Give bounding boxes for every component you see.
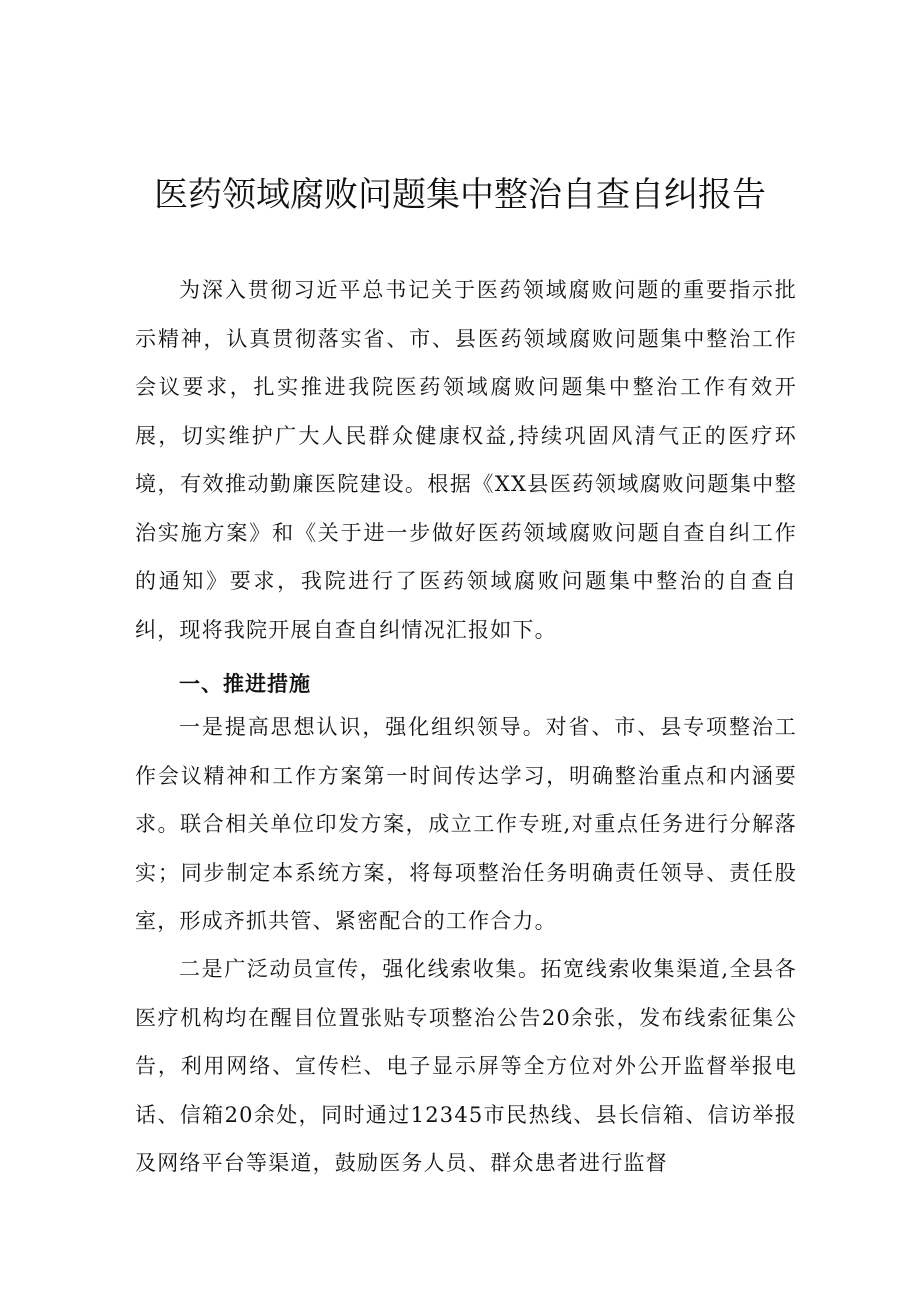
intro-paragraph: 为深入贯彻习近平总书记关于医药领域腐败问题的重要指示批示精神，认真贯彻落实省、市、县医药领域腐败问题集中整治工作会议要求，扎实推进我院医药领域腐败问题集中整治工作有效开展，切实维护广大人民群众健康权益,持续巩固风清气正的医疗环境，有效推动勤廉医院建设。根据《XX县医药领域腐败问题集中整治实施方案》和《关于进一步做好医药领域腐败问题自查自纠工作的通知》要求，我院进行了医药领域腐败问题集中整治的自查自纠，现将我院开展自查自纠情况汇报如下。 <box>135 278 797 642</box>
section-1-paragraph-2: 二是广泛动员宣传，强化线索收集。拓宽线索收集渠道,全县各医疗机构均在醒目位置张贴专项整治公告20余张，发布线索征集公告，利用网络、宣传栏、电子显示屏等全方位对外公开监督举报电话、信箱20余处，同时通过12345市民热线、县长信箱、信访举报及网络平台等渠道，鼓励医务人员、群众患者进行监督 <box>135 957 797 1175</box>
section-1-paragraph-1: 一是提高思想认识，强化组织领导。对省、市、县专项整治工作会议精神和工作方案第一时间传达学习，明确整治重点和内涵要求。联合相关单位印发方案，成立工作专班,对重点任务进行分解落实；同步制定本系统方案，将每项整治任务明确责任领导、责任股室，形成齐抓共管、紧密配合的工作合力。 <box>135 715 797 933</box>
section-heading-1: 一、推进措施 <box>179 672 311 696</box>
document-title: 医药领域腐败问题集中整治自查自纠报告 <box>154 175 766 215</box>
